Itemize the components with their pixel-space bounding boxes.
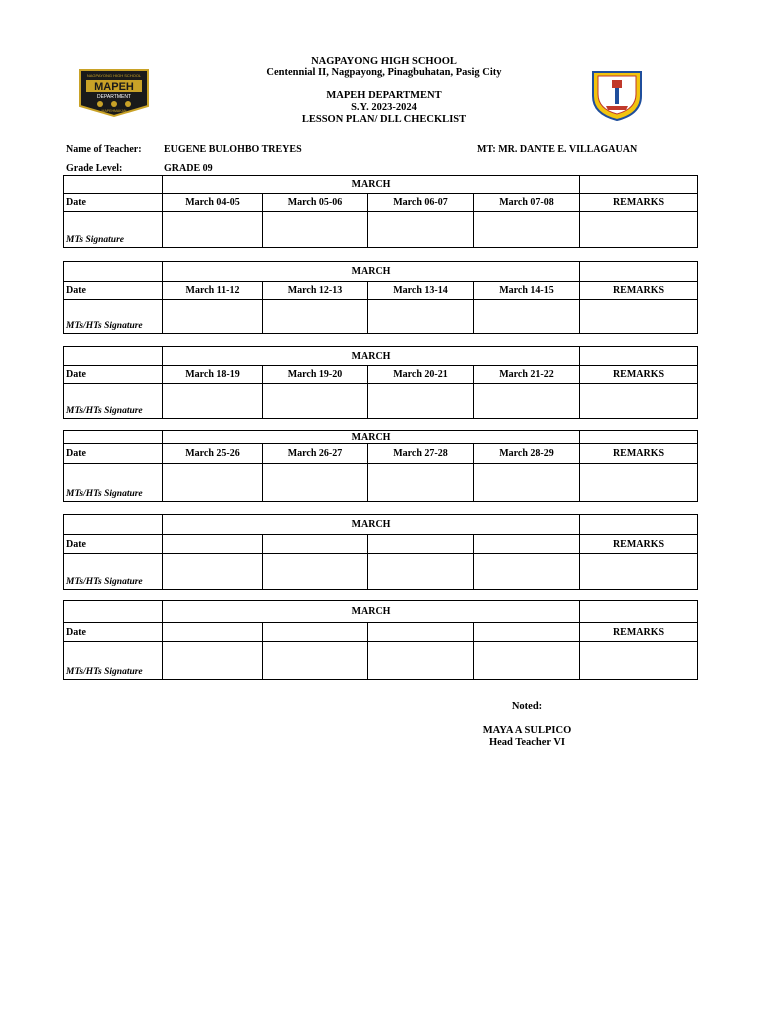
date-label: Date xyxy=(64,366,163,384)
remarks-header: REMARKS xyxy=(580,366,698,384)
month-header: MARCH xyxy=(163,431,580,444)
signature-cell[interactable] xyxy=(368,554,474,590)
remarks-header: REMARKS xyxy=(580,444,698,464)
date-cell: March 19-20 xyxy=(263,366,368,384)
signature-cell[interactable] xyxy=(474,384,580,419)
mapeh-department-badge-icon xyxy=(76,66,152,118)
remarks-cell[interactable] xyxy=(580,300,698,334)
empty-cell xyxy=(580,431,698,444)
month-header: MARCH xyxy=(163,601,580,623)
signature-label: MTs/HTs Signature xyxy=(64,642,163,680)
empty-cell xyxy=(580,347,698,366)
signature-cell[interactable] xyxy=(163,642,263,680)
signature-cell[interactable] xyxy=(474,642,580,680)
empty-cell xyxy=(64,431,163,444)
date-label: Date xyxy=(64,282,163,300)
date-cell xyxy=(163,623,263,642)
date-label: Date xyxy=(64,194,163,212)
signature-cell[interactable] xyxy=(368,464,474,502)
remarks-header: REMARKS xyxy=(580,194,698,212)
signature-label: MTs/HTs Signature xyxy=(64,384,163,419)
empty-cell xyxy=(64,176,163,194)
badge-main-text: MAPEH xyxy=(94,81,134,93)
date-cell: March 04-05 xyxy=(163,194,263,212)
empty-cell xyxy=(580,601,698,623)
signature-cell[interactable] xyxy=(263,300,368,334)
grade-label: Grade Level: xyxy=(66,163,123,174)
document-title: LESSON PLAN/ DLL CHECKLIST xyxy=(301,114,467,125)
teacher-label: Name of Teacher: xyxy=(66,144,142,155)
empty-cell xyxy=(64,262,163,282)
signature-cell[interactable] xyxy=(163,384,263,419)
date-cell: March 28-29 xyxy=(474,444,580,464)
signature-cell[interactable] xyxy=(474,554,580,590)
school-year: S.Y. 2023-2024 xyxy=(351,102,417,113)
signature-cell[interactable] xyxy=(368,384,474,419)
signature-cell[interactable] xyxy=(263,464,368,502)
empty-cell xyxy=(64,515,163,535)
remarks-cell[interactable] xyxy=(580,554,698,590)
date-cell: March 07-08 xyxy=(474,194,580,212)
date-cell: March 06-07 xyxy=(368,194,474,212)
school-seal-icon xyxy=(588,64,646,122)
checklist-table-2 xyxy=(63,261,698,334)
empty-cell xyxy=(64,347,163,366)
badge-sub-text: DEPARTMENT xyxy=(97,94,131,100)
checklist-table-1 xyxy=(63,175,698,248)
remarks-header: REMARKS xyxy=(580,282,698,300)
date-cell: March 26-27 xyxy=(263,444,368,464)
signature-label: MTs/HTs Signature xyxy=(64,464,163,502)
remarks-cell[interactable] xyxy=(580,384,698,419)
date-label: Date xyxy=(64,444,163,464)
remarks-cell[interactable] xyxy=(580,212,698,248)
school-address: Centennial II, Nagpayong, Pinagbuhatan, Pasig City xyxy=(266,67,502,78)
checklist-table-6 xyxy=(63,600,698,680)
date-cell xyxy=(368,535,474,554)
date-cell: March 18-19 xyxy=(163,366,263,384)
date-cell: March 27-28 xyxy=(368,444,474,464)
badge-bottom-text: MAPEHMAKAN xyxy=(101,109,127,113)
signature-cell[interactable] xyxy=(368,300,474,334)
signature-cell[interactable] xyxy=(474,212,580,248)
checklist-table-4 xyxy=(63,430,698,502)
date-cell: March 12-13 xyxy=(263,282,368,300)
department-name: MAPEH DEPARTMENT xyxy=(326,90,442,101)
date-cell: March 25-26 xyxy=(163,444,263,464)
empty-cell xyxy=(580,515,698,535)
date-cell: March 20-21 xyxy=(368,366,474,384)
date-cell xyxy=(163,535,263,554)
signature-cell[interactable] xyxy=(263,212,368,248)
signature-label: MTs Signature xyxy=(64,212,163,248)
empty-cell xyxy=(580,262,698,282)
signature-cell[interactable] xyxy=(263,642,368,680)
date-cell: March 11-12 xyxy=(163,282,263,300)
month-header: MARCH xyxy=(163,515,580,535)
date-cell xyxy=(263,535,368,554)
grade-value: GRADE 09 xyxy=(164,163,213,174)
signature-label: MTs/HTs Signature xyxy=(64,554,163,590)
month-header: MARCH xyxy=(163,262,580,282)
badge-top-text: NAGPAYONG HIGH SCHOOL xyxy=(86,73,142,78)
signature-label: MTs/HTs Signature xyxy=(64,300,163,334)
date-cell: March 05-06 xyxy=(263,194,368,212)
mt-label: MT: MR. DANTE E. VILLAGAUAN xyxy=(477,144,638,155)
date-cell xyxy=(474,535,580,554)
remarks-header: REMARKS xyxy=(580,623,698,642)
remarks-header: REMARKS xyxy=(580,535,698,554)
signature-cell[interactable] xyxy=(474,300,580,334)
signature-cell[interactable] xyxy=(263,384,368,419)
date-cell xyxy=(263,623,368,642)
signature-cell[interactable] xyxy=(263,554,368,590)
date-label: Date xyxy=(64,623,163,642)
noted-name: MAYA A SULPICO xyxy=(482,725,572,736)
signature-cell[interactable] xyxy=(474,464,580,502)
remarks-cell[interactable] xyxy=(580,642,698,680)
signature-cell[interactable] xyxy=(163,212,263,248)
signature-cell[interactable] xyxy=(368,642,474,680)
month-header: MARCH xyxy=(163,176,580,194)
month-header: MARCH xyxy=(163,347,580,366)
remarks-cell[interactable] xyxy=(580,464,698,502)
noted-label: Noted: xyxy=(511,701,543,712)
empty-cell xyxy=(580,176,698,194)
signature-cell[interactable] xyxy=(368,212,474,248)
date-label: Date xyxy=(64,535,163,554)
signature-cell[interactable] xyxy=(163,554,263,590)
school-name: NAGPAYONG HIGH SCHOOL xyxy=(311,56,457,67)
date-cell: March 13-14 xyxy=(368,282,474,300)
empty-cell xyxy=(64,601,163,623)
checklist-table-5 xyxy=(63,514,698,590)
teacher-value: EUGENE BULOHBO TREYES xyxy=(164,144,302,155)
date-cell: March 14-15 xyxy=(474,282,580,300)
signature-cell[interactable] xyxy=(163,464,263,502)
checklist-table-3 xyxy=(63,346,698,419)
date-cell xyxy=(474,623,580,642)
date-cell: March 21-22 xyxy=(474,366,580,384)
date-cell xyxy=(368,623,474,642)
signature-cell[interactable] xyxy=(163,300,263,334)
noted-title: Head Teacher VI xyxy=(488,737,566,748)
